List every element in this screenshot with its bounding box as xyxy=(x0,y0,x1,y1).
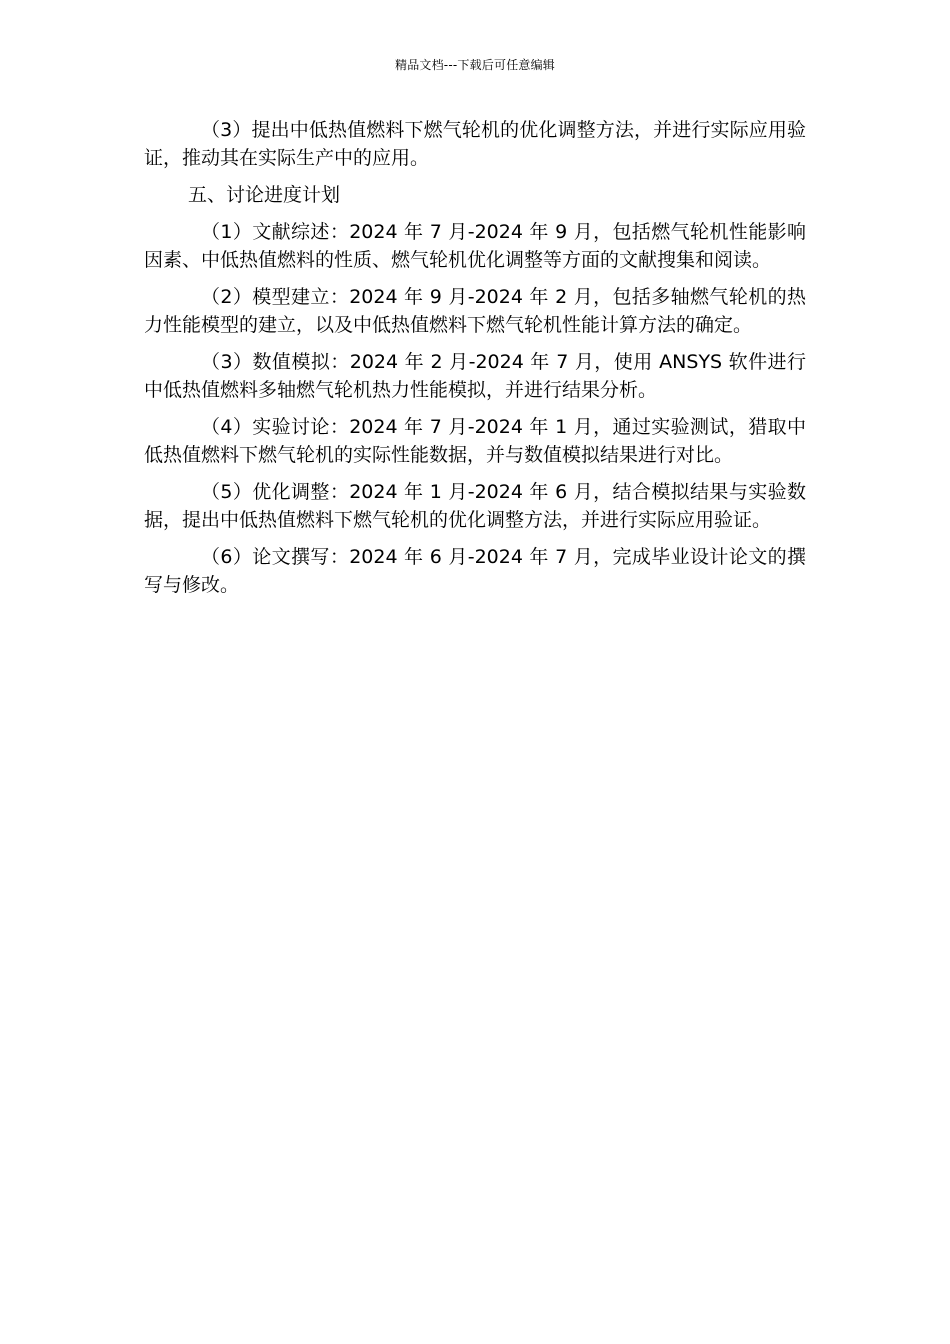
page-header: 精品文档---下载后可任意编辑 xyxy=(395,58,555,72)
schedule-item-1: （1）文献综述：2024 年 7 月-2024 年 9 月，包括燃气轮机性能影响因素、中低热值燃料的性质、燃气轮机优化调整等方面的文献搜集和阅读。 xyxy=(144,221,806,271)
section-heading: 五、讨论进度计划 xyxy=(188,184,341,206)
schedule-item-2: （2）模型建立：2024 年 9 月-2024 年 2 月，包括多轴燃气轮机的热力性能模型的建立，以及中低热值燃料下燃气轮机性能计算方法的确定。 xyxy=(144,286,806,336)
schedule-item-5: （5）优化调整：2024 年 1 月-2024 年 6 月，结合模拟结果与实验数据，提出中低热值燃料下燃气轮机的优化调整方法，并进行实际应用验证。 xyxy=(144,481,806,531)
schedule-item-3: （3）数值模拟：2024 年 2 月-2024 年 7 月，使用 ANSYS 软件进行中低热值燃料多轴燃气轮机热力性能模拟，并进行结果分析。 xyxy=(144,351,806,401)
document-body xyxy=(144,116,806,608)
paragraph-intro: （3）提出中低热值燃料下燃气轮机的优化调整方法，并进行实际应用验证，推动其在实际生产中的应用。 xyxy=(144,119,806,169)
schedule-item-6: （6）论文撰写：2024 年 6 月-2024 年 7 月，完成毕业设计论文的撰写与修改。 xyxy=(144,546,806,596)
schedule-item-4: （4）实验讨论：2024 年 7 月-2024 年 1 月，通过实验测试，猎取中低热值燃料下燃气轮机的实际性能数据，并与数值模拟结果进行对比。 xyxy=(144,416,806,466)
